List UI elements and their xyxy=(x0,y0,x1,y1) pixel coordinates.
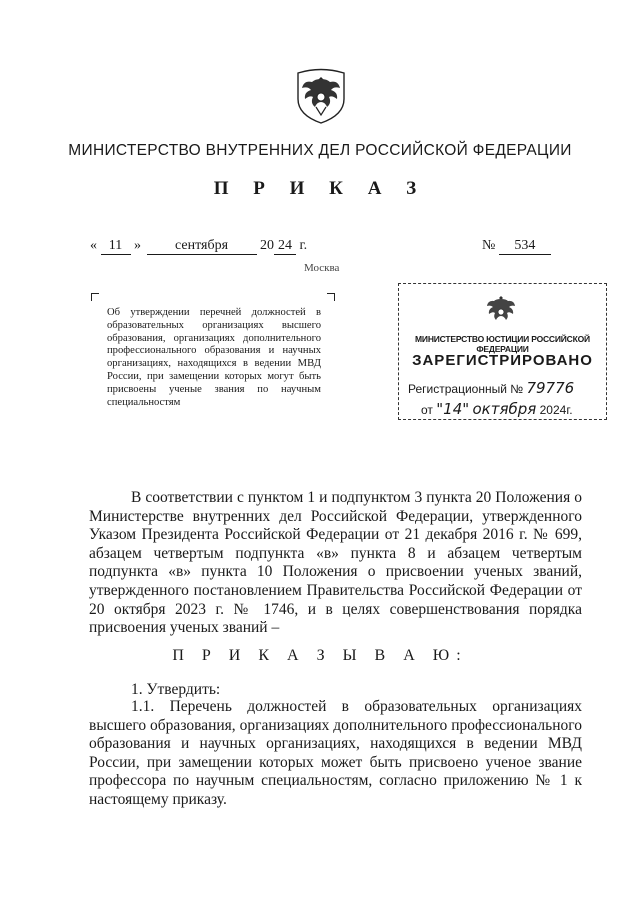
order-date xyxy=(90,238,307,255)
stamp-date-day: "14" xyxy=(436,400,470,418)
item-1: 1. Утвердить: xyxy=(131,681,221,698)
order-day: 11 xyxy=(101,238,131,255)
order-year-suffix: 24 xyxy=(274,238,296,255)
stamp-registered: ЗАРЕГИСТРИРОВАНО xyxy=(412,352,593,369)
quote-close: » xyxy=(134,238,141,253)
state-emblem-icon xyxy=(292,63,350,125)
stamp-reg-label: Регистрационный № xyxy=(408,382,524,396)
order-month: сентября xyxy=(147,238,257,255)
stamp-registration-date xyxy=(421,400,573,418)
bracket-left-icon xyxy=(91,293,99,301)
decree-heading: П Р И К А З Ы В А Ю: xyxy=(172,647,468,664)
order-year-prefix: 20 xyxy=(260,238,274,253)
order-year-unit: г. xyxy=(299,238,308,253)
ministry-name: МИНИСТЕРСТВО ВНУТРЕННИХ ДЕЛ РОССИЙСКОЙ ФЕДЕРАЦИИ xyxy=(68,142,572,159)
stamp-emblem-icon xyxy=(481,290,521,330)
registration-stamp xyxy=(398,283,607,420)
stamp-date-prefix: от xyxy=(421,403,433,417)
order-title: П Р И К А З xyxy=(213,178,427,199)
number-sign: № xyxy=(482,238,496,253)
order-number-value: 534 xyxy=(499,238,551,255)
item-1-1: 1.1. Перечень должностей в образовательных организациях высшего образования, организациях дополнительного профессионального образования и научных организациях, находящихся в ведении МВД России, при замещении которых может быть присвоено ученое звание профессора по научным специальностям, согласно приложению № 1 к настоящему приказу. xyxy=(89,698,582,808)
stamp-date-month: октября xyxy=(472,400,537,418)
stamp-date-year: 2024г. xyxy=(539,403,573,417)
bracket-right-icon xyxy=(327,293,335,301)
stamp-ministry: МИНИСТЕРСТВО ЮСТИЦИИ РОССИЙСКОЙ ФЕДЕРАЦИИ xyxy=(415,334,590,354)
quote-open: « xyxy=(90,238,97,253)
preamble-paragraph: В соответствии с пунктом 1 и подпунктом 3 пункта 20 Положения о Министерстве внутренних дел Российской Федерации, утвержденного Указом Президента Российской Федерации от 21 декабря 2016 г. № 699, абзацем четвертым подпункта «в» пункта 8 и абзацем четвертым подпункта «в» пункта 10 Положения о присвоении ученых званий, утвержденного постановлением Правительства Российской Федерации от 20 октября 2023 г. № 1746, и в целях совершенствования порядка присвоения ученых званий – xyxy=(89,489,582,637)
stamp-reg-number: 79776 xyxy=(526,379,575,397)
order-subject: Об утверждении перечней должностей в образовательных организациях высшего образования, организациях дополнительного профессионального образования и научных организациях, находящихся в ведении МВД России, при замещении которых могут быть присвоены ученые звания по научным специальностям xyxy=(107,307,321,408)
order-number xyxy=(482,238,551,255)
stamp-registration-number xyxy=(408,379,574,397)
city: Москва xyxy=(304,262,340,274)
